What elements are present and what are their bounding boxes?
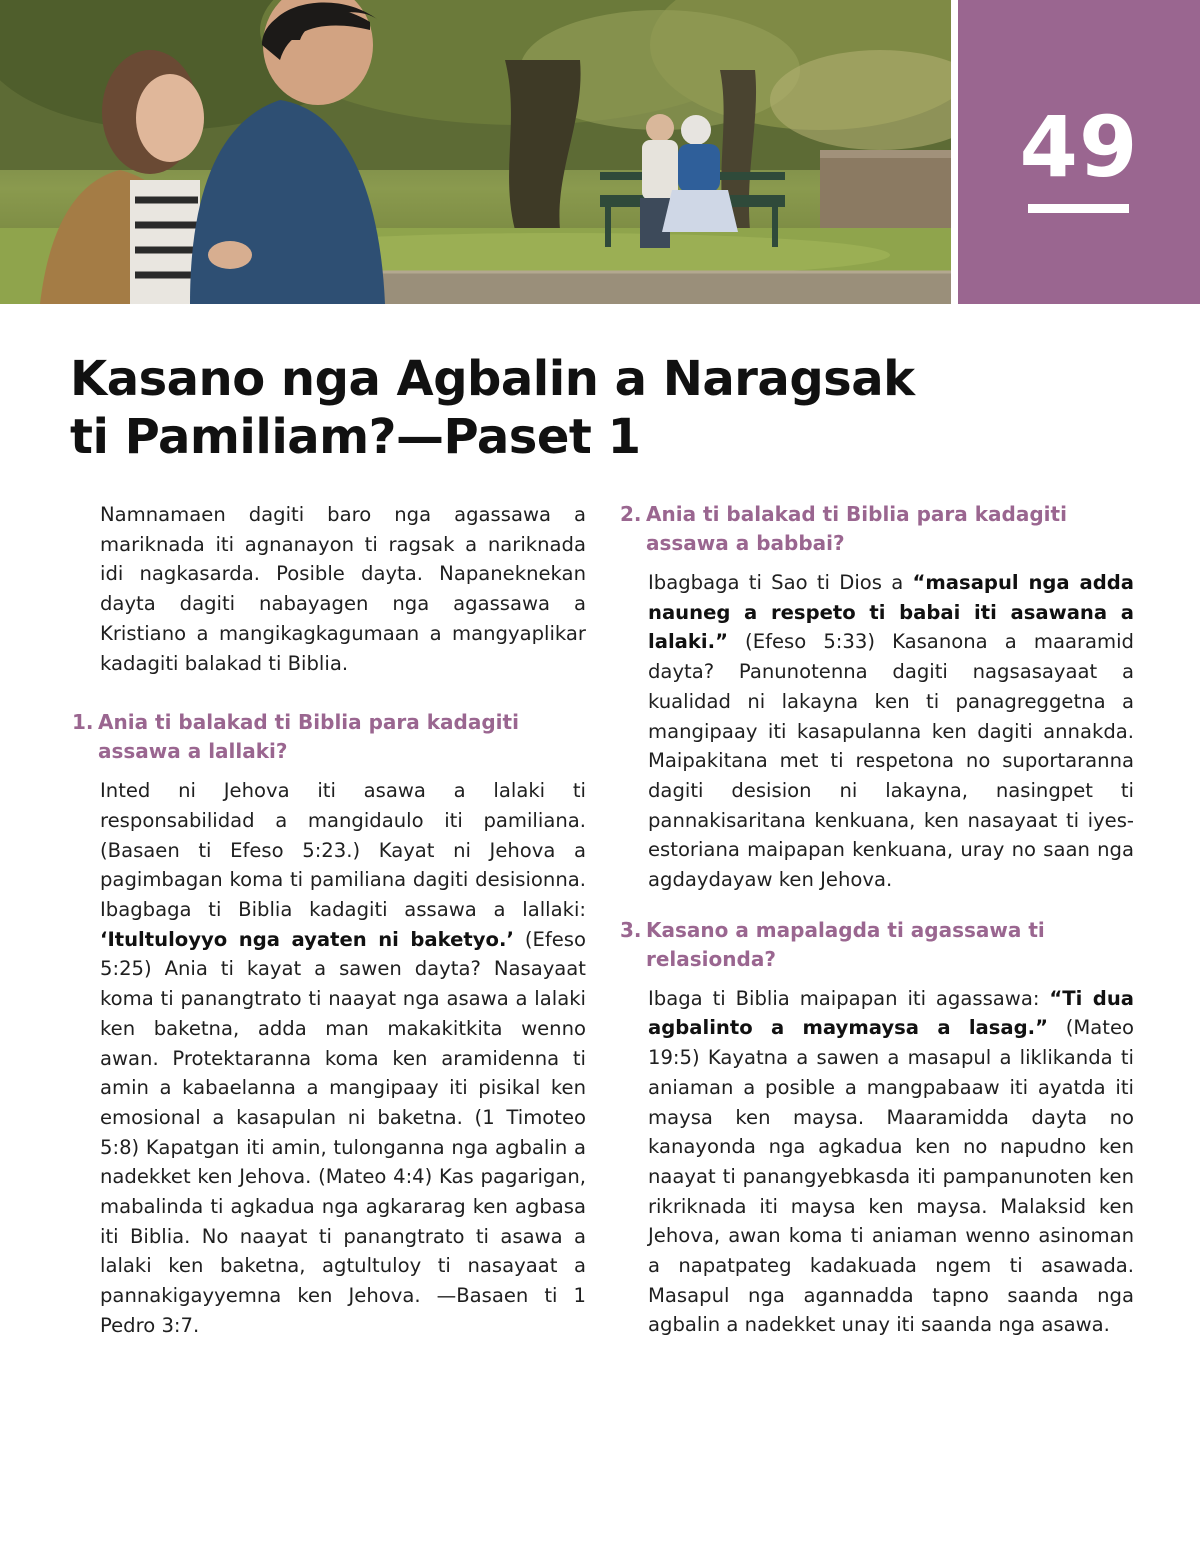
right-column — [620, 500, 1134, 1340]
section-1-quote: ‘Itultuloyyo nga ayaten ni baketyo.’ — [100, 927, 514, 951]
section-3-number: 3. — [620, 917, 642, 942]
section-2-text-after: (Efeso 5:33) Kasanona a maaramid dayta? Panunotenna dagiti nagsasayaat a kualidad ni lakayna ken ti panagreggetna a mangipaay iti kasapulanna ken dagiti annakda. Maipakitana met ti respetona no suportaranna dagiti desision ni lakayna, nasingpet ti pannakisaritana kenkuana, ken nasayaat ti iyes-estoriana maipapan kenkuana, uray no saan nga agdaydayaw ken Jehova. — [648, 630, 1134, 892]
section-2-quote: “masapul nga adda nauneg a respeto ti babai iti asawana a lalaki.” — [648, 571, 1134, 654]
page-title-line-1: Kasano nga Agbalin a Naragsak — [70, 351, 915, 407]
section-3-text-after: (Mateo 19:5) Kayatna a sawen a masapul a liklikanda ti aniaman a posible a mangpabaaw iti ayatda iti maysa ken maysa. Maaramidda dayta no kanayonda nga agkadua ken no napudno ken naayat ti panangyebkasda iti pampanunoten ken rikriknada iti maysa ken maysa. Malaksid ken Jehova, awan koma ti aniaman wenno asinoman a napatpateg kadakuada ngem ti asawada. Masapul nga agannadda tapno saanda nga agbalin a nadekket unay iti saanda nga asawa. — [648, 1016, 1135, 1337]
section-1-number: 1. — [72, 710, 94, 735]
section-3-heading — [620, 916, 1134, 974]
header-photo — [0, 0, 951, 304]
section-2-question: Ania ti balakad ti Biblia para kadagiti assawa a babbai? — [646, 502, 1067, 555]
section-2-heading — [620, 500, 1134, 558]
section-2-number: 2. — [620, 502, 642, 526]
page-title-line-2: ti Pamiliam?—Paset 1 — [70, 409, 641, 465]
section-3-question: Kasano a mapalagda ti agassawa ti relasionda? — [646, 917, 1045, 971]
left-column — [72, 500, 586, 1341]
section-2-paragraph — [648, 568, 1134, 895]
section-1-text-after: (Efeso 5:25) Ania ti kayat a sawen dayta? Nasayaat koma ti panangtrato ti naayat nga asawa a lalaki ken baketna, adda man makakitkita wenno awan. Protektaranna koma ken aramidenna ti amin a kabaelanna a mangipaay iti pisikal ken emosional a kasapulan ni baketna. (1 Timoteo 5:8) Kapatgan iti amin, tulonganna nga agbalin a nadekket ken Jehova. (Mateo 4:4) Kas pagarigan, mabalinda ti agkadua nga agkararag ken agbasa iti Biblia. No naayat ti panangtrato ti asawa a lalaki ken baketna, agtultuloy ti nasayaat a pannakigayyemna ken Jehova. —Basaen ti 1 Pedro 3:7. — [100, 927, 586, 1337]
intro-paragraph: Namnamaen dagiti baro nga agassawa a mariknada iti agnanayon ti ragsak a nariknada idi nagkasarda. Posible dayta. Napaneknekan dayta dagiti nabayagen nga agassawa a Kristiano a mangikagkagumaan a mangyaplikar kadagiti balakad ti Biblia. — [100, 503, 586, 675]
section-1-paragraph — [100, 776, 586, 1340]
section-1-text-before: Inted ni Jehova iti asawa a lalaki ti responsabilidad a mangidaulo iti pamiliana. (Basaen ti Efeso 5:23.) Kayat ni Jehova a pagimbagan koma ti pamiliana dagiti desisionna. Ibagbaga ti Biblia kadagiti assawa a lallaki: — [100, 779, 586, 922]
lesson-number-underline — [1028, 204, 1129, 213]
park-scene-illustration — [0, 0, 951, 304]
section-3-text-before: Ibaga ti Biblia maipapan iti agassawa: — [648, 986, 1050, 1010]
section-2-text-before: Ibagbaga ti Sao ti Dios a — [648, 571, 913, 594]
section-1-heading — [72, 708, 586, 766]
section-3-quote: “Ti dua agbalinto a maymaysa a lasag.” — [648, 986, 1134, 1040]
page-title — [70, 350, 970, 466]
section-3-paragraph — [648, 984, 1134, 1340]
lesson-number-box — [958, 0, 1200, 304]
section-1-question: Ania ti balakad ti Biblia para kadagiti assawa a lallaki? — [98, 710, 519, 764]
lesson-number: 49 — [1019, 98, 1139, 196]
